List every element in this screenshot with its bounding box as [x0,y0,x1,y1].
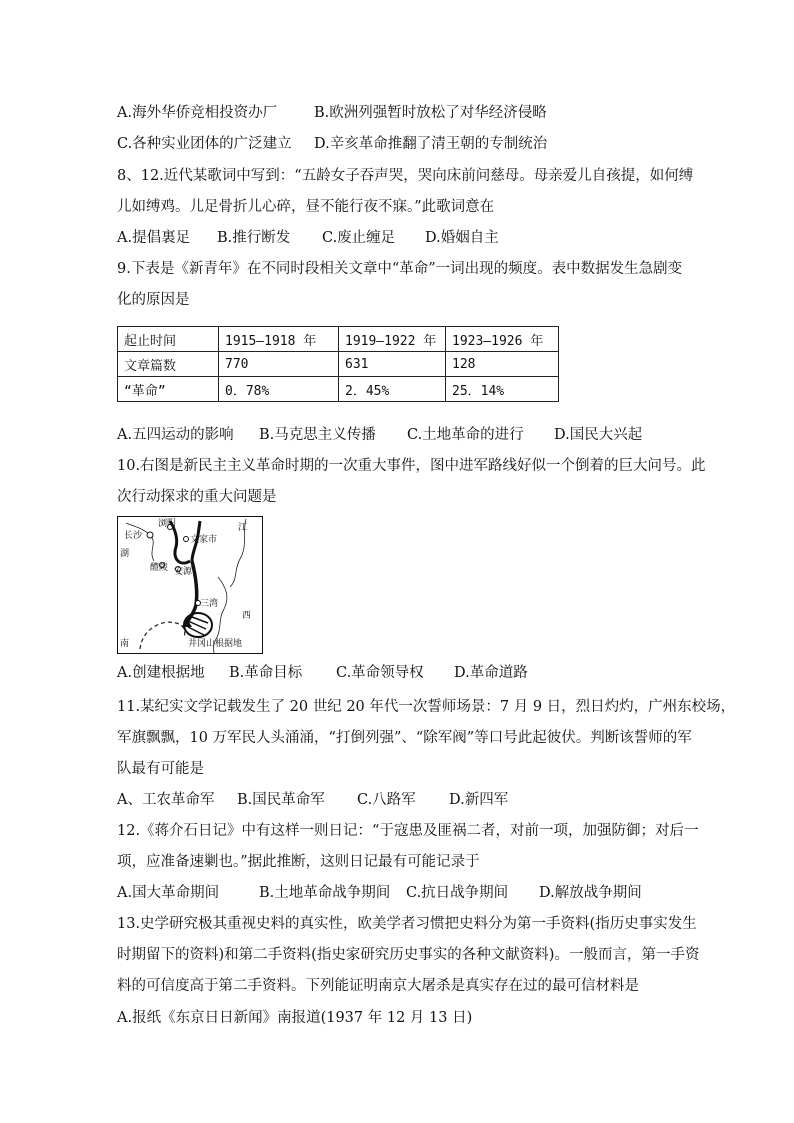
river-line [126,523,154,561]
q11-option-d: D.新四军 [449,792,509,808]
q7-option-b: B.欧洲列强暂时放松了对华经济侵略 [314,105,547,121]
table-cell: “革命” [118,377,219,402]
q13-stem-line3: 料的可信度高于第二手资料。下列能证明南京大屠杀是真实存在过的最可信材料是 [117,978,639,994]
q11-stem-line2: 军旗飘飘，10 万军民人头涌涌，“打倒列强”、“除军阀”等口号此起彼伏。判断该誓师的军 [117,730,692,746]
map-label-nan: 南 [120,639,130,649]
q9-stem-line2: 化的原因是 [117,292,190,308]
table-header-cell: 1919—1922 年 [339,327,446,352]
q11-option-c: C.八路军 [357,792,416,808]
q8-option-c: C.废止缠足 [322,230,396,246]
map-label-jiang: 江 [238,523,248,533]
q9-stem-line1: 9.下表是《新青年》在不同时段相关文章中“革命”一词出现的频度。表中数据发生急剧变 [117,261,683,277]
q8-option-d: D.婚姻自主 [425,230,499,246]
q11-stem-line1: 11.某纪实文学记载发生了 20 世纪 20 年代一次誓师场景：7 月 9 日，烈日灼灼，广州东校场， [117,699,736,715]
table-cell: 2．45% [339,377,446,402]
map-label-xi: 西 [242,611,252,621]
town-dot-changsha [147,532,153,538]
route-map [117,516,263,654]
table-cell: 0．78% [219,377,339,402]
q7-option-d: D.辛亥革命推翻了清王朝的专制统治 [314,136,548,152]
q12-option-a: A.国大革命期间 [117,885,220,901]
table-row [118,377,559,402]
table-cell: 文章篇数 [118,352,219,377]
q8-option-b: B.推行断发 [217,230,291,246]
map-label-anyuan: 安源 [174,567,193,577]
dashed-route [140,622,185,649]
q12-option-b: B.土地革命战争期间 [259,885,391,901]
table-header-cell: 1923—1926 年 [446,327,559,352]
q12-option-c: C.抗日战争期间 [406,885,509,901]
q13-option-a: A.报纸《东京日日新闻》南报道(1937 年 12 月 13 日) [117,1010,473,1026]
q10-option-a: A.创建根据地 [117,665,205,681]
q10-option-c: C.革命领导权 [336,665,424,681]
q8-stem-line2: 儿如缚鸡。儿足骨折儿心碎，昼不能行夜不寐。”此歌词意在 [117,199,495,215]
q7-option-a: A.海外华侨竞相投资办厂 [117,105,278,121]
map-label-liling: 醴陵 [150,563,169,573]
q9-option-c: C.土地革命的进行 [407,427,524,443]
table-cell: 128 [446,352,559,377]
q11-option-b: B.国民革命军 [237,792,325,808]
q9-option-a: A.五四运动的影响 [117,427,234,443]
table-cell: 631 [339,352,446,377]
q10-option-d: D.革命道路 [454,665,528,681]
q8-stem-line1: 8、12.近代某歌词中写到：“五龄女子吞声哭，哭向床前问慈母。母亲爱儿自孩提，如何缚 [117,168,694,184]
q12-stem-line1: 12.《蒋介石日记》中有这样一则日记：“于寇患及匪祸二者，对前一项，加强防御；对后一 [117,823,699,839]
map-label-sanwan: 三湾 [200,599,219,609]
q11-stem-line3: 队最有可能是 [117,761,204,777]
town-dot-wenjiashi [184,537,189,542]
map-label-jinggangshan: 井冈山根据地 [188,639,243,649]
q10-stem-line1: 10.右图是新民主主义革命时期的一次重大事件，图中进军路线好似一个倒着的巨大问号。此 [117,458,706,474]
map-label-liuyang: 浏阳 [158,519,177,529]
q12-stem-line2: 项，应准备速剿也。”据此推断，这则日记最有可能记录于 [117,854,480,870]
q9-option-b: B.马克思主义传播 [259,427,376,443]
frequency-table [117,326,559,402]
table-row [118,352,559,377]
table-header-cell: 起止时间 [118,327,219,352]
map-label-wenjiashi: 文家市 [190,535,218,545]
table-cell: 25．14% [446,377,559,402]
q9-option-d: D.国民大兴起 [554,427,643,443]
q13-stem-line2: 时期留下的资料)和第二手资料(指史家研究历史事实的各种文献资料)。一般而言，第一手资 [117,947,700,963]
table-cell: 770 [219,352,339,377]
q10-stem-line2: 次行动探求的重大问题是 [117,489,277,505]
table-header-cell: 1915—1918 年 [219,327,339,352]
q10-option-b: B.革命目标 [229,665,303,681]
q8-option-a: A.提倡裏足 [117,230,191,246]
q11-option-a: A、工农革命军 [117,792,215,808]
q7-option-c: C.各种实业团体的广泛建立 [117,136,292,152]
table-header-row [118,327,559,352]
q13-stem-line1: 13.史学研究极其重视史料的真实性，欧美学者习惯把史料分为第一手资料(指历史事实发生 [117,916,697,932]
map-label-changsha: 长沙 [124,531,143,541]
q12-option-d: D.解放战争期间 [539,885,642,901]
map-label-hu: 湖 [120,549,130,559]
